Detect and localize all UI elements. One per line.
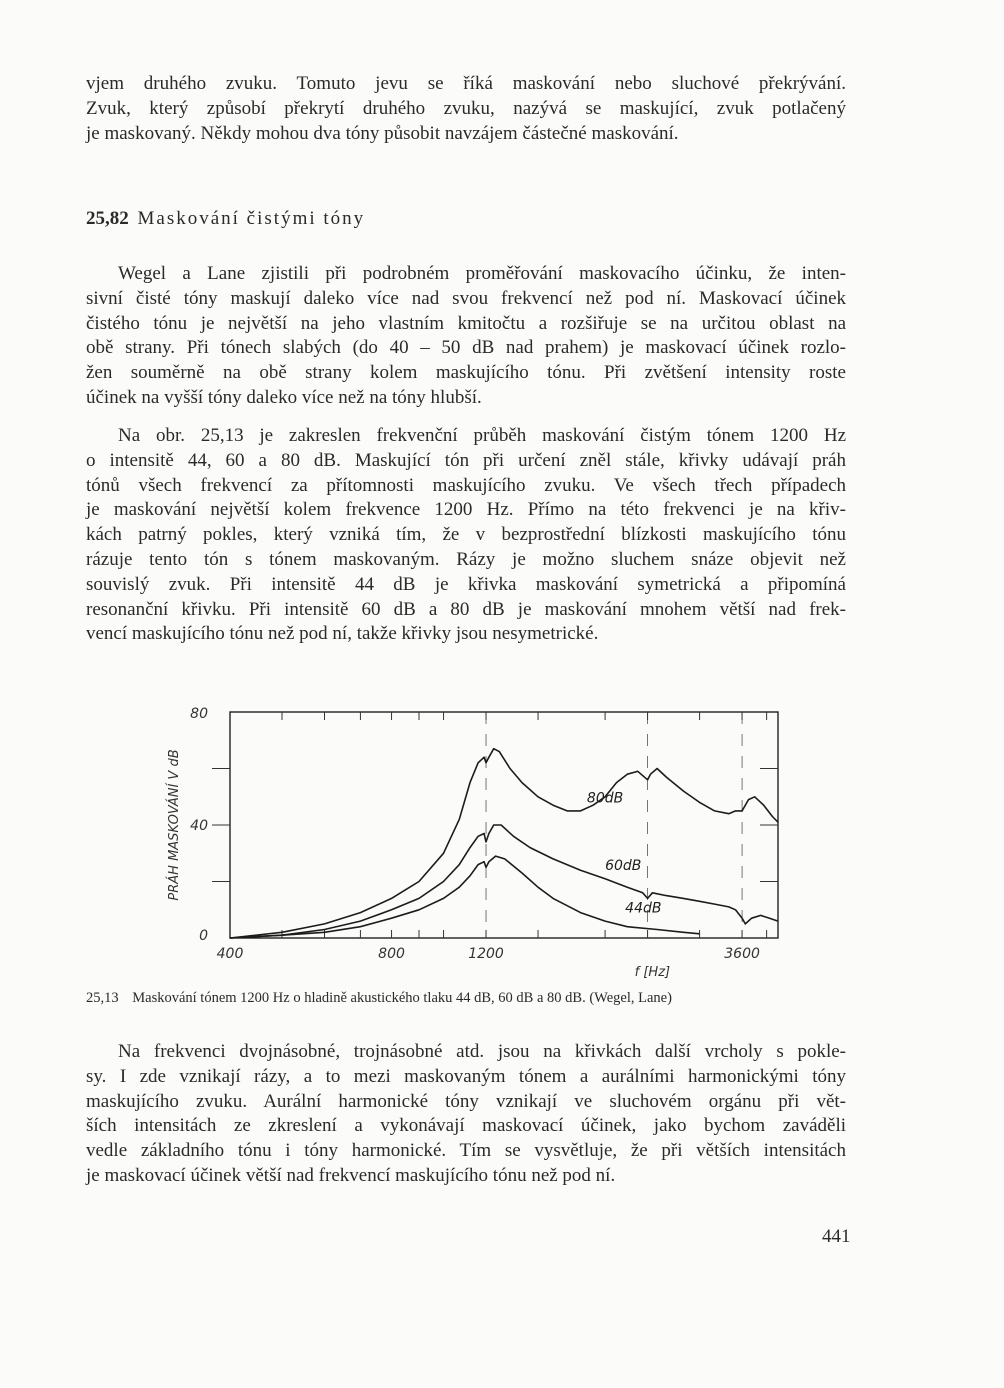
curve-label-80dB: 80dB [586, 790, 624, 807]
text-line: vencí maskujícího tónu než pod ní, takže křivky jsou nesymetrické. [86, 623, 599, 645]
text-line: sivní čisté tóny maskují daleko více nad svou frekvencí než pod ní. Maskovací účinek [86, 287, 846, 309]
x-tick-label: 800 [378, 946, 405, 962]
curve-label-60dB: 60dB [605, 858, 642, 875]
y-tick-label: 40 [190, 818, 208, 834]
text-line: rázuje tento tón s tónem maskovaným. Rázy je možno sluchem snáze objevit než [86, 548, 846, 570]
text-line: obě strany. Při tónech slabých (do 40 – 50 dB nad prahem) je maskovací účinek rozlo- [86, 337, 846, 359]
plot-frame [230, 712, 778, 938]
figure-number: 25,13 [86, 990, 119, 1006]
text-line: ších intensitách ze zkreslení a vykonávají maskovací účinek, jako bychom zaváděli [86, 1115, 846, 1137]
text-line: účinek na vyšší tóny daleko více než na tóny hlubší. [86, 386, 482, 408]
text-line: maskujícího zvuku. Aurální harmonické tóny vznikají ve sluchovém orgánu při vět- [86, 1090, 846, 1112]
text-line: sy. I zde vznikají rázy, a to mezi maskovaným tónem a aurálními harmonickými tóny [86, 1065, 846, 1087]
page-number: 441 [822, 1226, 851, 1247]
paragraph-harmonics [86, 1040, 846, 1189]
text-line: Na obr. 25,13 je zakreslen frekvenční průběh maskování čistým tónem 1200 Hz [118, 425, 846, 446]
text-line: je maskovací účinek větší nad frekvencí maskujícího tónu než pod ní. [86, 1164, 616, 1186]
chart-labels [166, 706, 760, 980]
text-line: kách patrný pokles, který vzniká tím, že v bezprostřední blízkosti maskujícího tónu [86, 524, 846, 546]
section-title: Maskování čistými tóny [137, 208, 366, 229]
paragraph-intro [86, 72, 846, 146]
x-tick-label: 3600 [724, 946, 760, 962]
curve-60dB [230, 825, 778, 938]
text-line: o intensitě 44, 60 a 80 dB. Maskující tón při určení zněl stále, křivky udávají práh [86, 449, 846, 471]
text-line: vedle základního tónu i tóny harmonické. Tím se vysvětluje, že při větších intensitách [86, 1140, 846, 1162]
text-line: je maskovaný. Někdy mohou dva tóny působit navzájem částečné maskování. [86, 122, 679, 144]
x-axis-title: f [Hz] [634, 965, 671, 980]
section-heading [86, 208, 365, 230]
chart-curves [230, 749, 778, 938]
text-line: vjem druhého zvuku. Tomuto jevu se říká maskování nebo sluchové překrývání. [86, 73, 846, 94]
plot-border [230, 712, 778, 938]
figure-caption-text: Maskování tónem 1200 Hz o hladině akustického tlaku 44 dB, 60 dB a 80 dB. (Wegel, Lane) [132, 990, 672, 1006]
text-line: Na frekvenci dvojnásobné, trojnásobné atd. jsou na křivkách další vrcholy s pokle- [118, 1041, 846, 1062]
x-tick-label: 1200 [468, 946, 504, 962]
text-line: čistého tónu je největší na jeho vlastním kmitočtu a rozšiřuje se na určitou oblast na [86, 312, 846, 334]
curve-label-44dB: 44dB [625, 900, 662, 917]
figure-caption [86, 990, 886, 1007]
y-tick-label: 0 [199, 928, 208, 944]
section-number: 25,82 [86, 208, 129, 229]
text-line: Zvuk, který způsobí překrytí druhého zvuku, nazývá se maskující, zvuk potlačený [86, 97, 846, 119]
text-line: souvislý zvuk. Při intensitě 44 dB je křivka maskování symetrická a připomíná [86, 573, 846, 595]
text-line: resonanční křivku. Při intensitě 60 dB a 80 dB je maskování mnohem větší nad frek- [86, 598, 846, 620]
paragraph-wegel-lane [86, 262, 846, 411]
masking-chart [150, 700, 790, 985]
y-tick-label: 80 [190, 706, 208, 722]
text-line: Wegel a Lane zjistili při podrobném proměřování maskovacího účinku, že inten- [118, 263, 846, 284]
text-line: žen souměrně na obě strany kolem maskujícího tónu. Při zvětšení intensity roste [86, 362, 846, 384]
x-tick-label: 400 [216, 946, 244, 962]
y-axis-title: PRÁH MASKOVÁNÍ V dB [167, 749, 182, 901]
text-line: tónů všech frekvencí za přítomnosti maskujícího zvuku. Ve všech třech případech [86, 474, 846, 496]
paragraph-figure-description [86, 424, 846, 647]
text-line: je maskování největší kolem frekvence 1200 Hz. Přímo na této frekvenci je na křiv- [86, 499, 846, 521]
curve-80dB [230, 749, 778, 938]
